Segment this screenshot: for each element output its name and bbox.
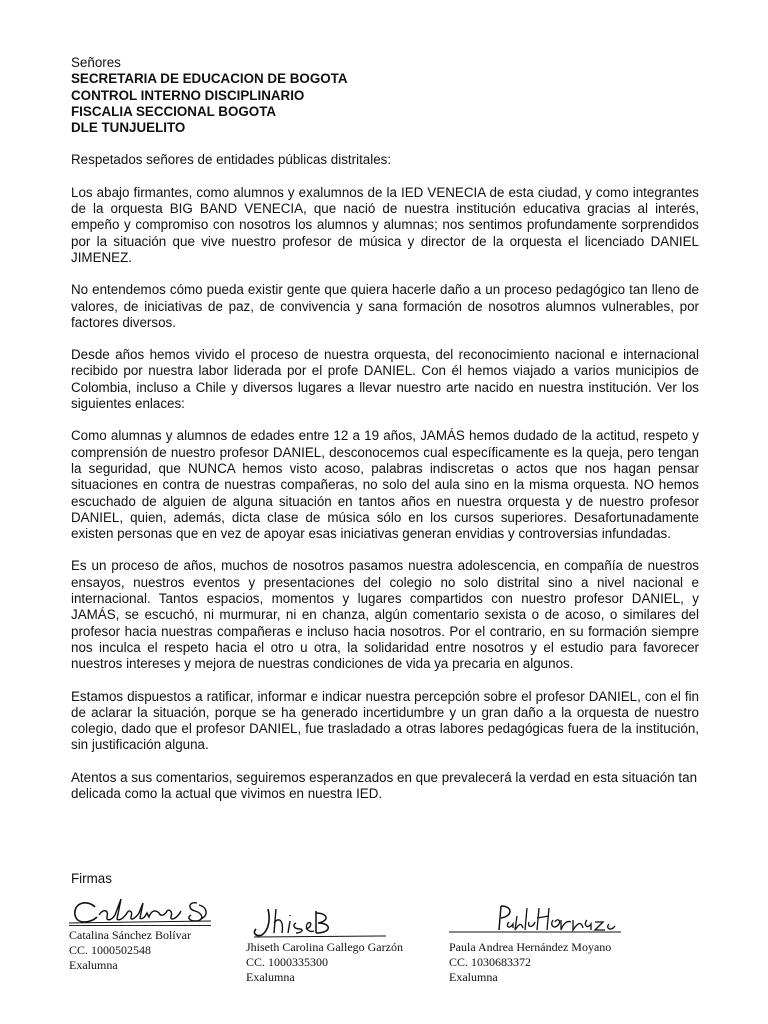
recipient-line: SECRETARIA DE EDUCACION DE BOGOTA bbox=[71, 71, 348, 87]
recipient-line: DLE TUNJUELITO bbox=[71, 120, 186, 136]
paragraph: Desde años hemos vivido el proceso de nuestra orquesta, del reconocimiento nacional e internacional recibido por nuestra labor liderada por el profe DANIEL. Con él hemos viajado a varios municipios de Colombia, incluso a Chile y diversos lugares a llevar nuestro arte nacido en nuestra institución. Ver los siguientes enlaces: bbox=[71, 347, 699, 412]
recipients-block bbox=[71, 71, 699, 136]
firmas-label: Firmas bbox=[71, 871, 112, 886]
signatory-id: CC. 1030683372 bbox=[449, 955, 532, 969]
signatory-name: Catalina Sánchez Bolívar bbox=[69, 928, 191, 942]
handwritten-signature-catalina bbox=[69, 893, 229, 929]
signature-block-1 bbox=[69, 893, 229, 983]
greeting: Respetados señores de entidades públicas distritales: bbox=[71, 152, 392, 168]
signature-block-2 bbox=[246, 903, 426, 987]
paragraph: No entendemos cómo pueda existir gente que quiera hacerle daño a un proceso pedagógico tan lleno de valores, de iniciativas de paz, de convivencia y sana formación de nosotros alumnos vulnerables, por factores diversos. bbox=[71, 282, 699, 330]
paragraph: Es un proceso de años, muchos de nosotros pasamos nuestra adolescencia, en compañía de nuestros ensayos, nuestros eventos y presentaciones del colegio no solo distrital sino a nivel nacional e internacional. Tantos espacios, momentos y lugares compartidos con nuestro profesor DANIEL, y JAMÁS, se escuchó, ni murmurar, ni en chanza, algún comentario sexista o de acoso, o similares del profesor hacia nuestras compañeras e incluso hacia nosotros. Por el contrario, en su formación siempre nos inculca el respeto hacia el otro u otra, la solidaridad entre nosotros y el estudio para favorecer nuestros intereses y mejora de nuestras condiciones de vida ya precaria en algunos. bbox=[71, 558, 699, 672]
signatory-role: Exalumna bbox=[69, 958, 118, 972]
handwritten-signature-jhiseth bbox=[246, 903, 426, 939]
signature-block-3 bbox=[449, 902, 639, 988]
paragraph: Los abajo firmantes, como alumnos y exalumnos de la IED VENECIA de esta ciudad, y como integrantes de la orquesta BIG BAND VENECIA, que nació de nuestra institución educativa gracias al interés, empeño y compromiso con nosotros los alumnos y alumnas; nos sentimos profundamente sorprendidos por la situación que vive nuestro profesor de música y director de la orquesta el licenciado DANIEL JIMENEZ. bbox=[71, 184, 699, 265]
signatory-role: Exalumna bbox=[246, 970, 295, 984]
paragraph: Atentos a sus comentarios, seguiremos esperanzados en que prevalecerá la verdad en esta situación tan delicada como la actual que vivimos en nuestra IED. bbox=[71, 769, 698, 801]
signatory-name: Paula Andrea Hernández Moyano bbox=[449, 940, 612, 954]
paragraph: Como alumnas y alumnos de edades entre 12 a 19 años, JAMÁS hemos dudado de la actitud, respeto y comprensión de nuestro profesor DANIEL, desconocemos cual específicamente es la queja, pero tengan la seguridad, que NUNCA hemos visto acoso, palabras indiscretas o actos que nos hagan pensar situaciones en contra de nuestras compañeras, no solo del aula sino en la misma orquesta. NO hemos escuchado de alguien de alguna situación en tantos años en nuestra orquesta y de nuestro profesor DANIEL, quien, además, dicta clase de música sólo en los cursos superiores. Desafortunadamente existen personas que en vez de apoyar esas iniciativas generan envidias y controversias infundadas. bbox=[71, 428, 699, 542]
signatory-name: Jhiseth Carolina Gallego Garzón bbox=[246, 940, 403, 954]
recipient-line: CONTROL INTERNO DISCIPLINARIO bbox=[71, 87, 305, 103]
handwritten-signature-paula bbox=[449, 902, 639, 938]
letter-body bbox=[71, 55, 699, 802]
signatory-id: CC. 1000335300 bbox=[246, 955, 329, 969]
recipient-line: FISCALIA SECCIONAL BOGOTA bbox=[71, 103, 277, 119]
signature-line bbox=[69, 925, 211, 926]
signatory-role: Exalumna bbox=[449, 970, 498, 984]
salutation: Señores bbox=[71, 55, 121, 70]
paragraph: Estamos dispuestos a ratificar, informar e indicar nuestra percepción sobre el profesor DANIEL, con el fin de aclarar la situación, porque se ha generado incertidumbre y un gran daño a la orquesta de nuestro colegio, dado que el profesor DANIEL, fue trasladado a otras labores pedagógicas fuera de la institución, sin justificación alguna. bbox=[71, 688, 699, 753]
signatory-id: CC. 1000502548 bbox=[69, 943, 152, 957]
